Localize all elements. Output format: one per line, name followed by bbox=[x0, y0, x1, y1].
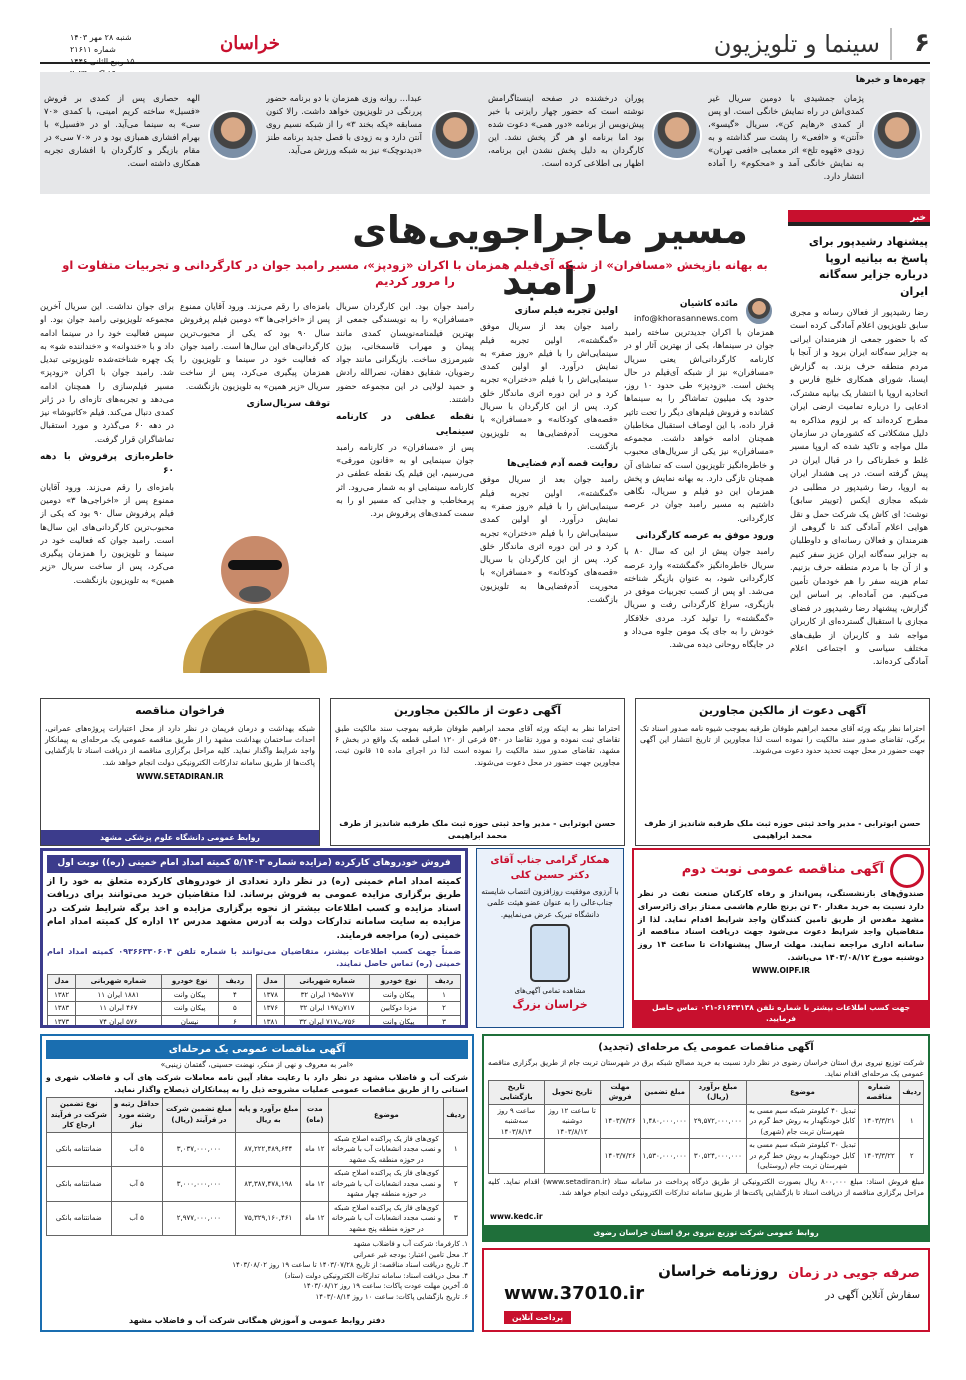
cell: ۴ bbox=[218, 988, 251, 1002]
cell: ۱۴۰۳/۷/۲۶ bbox=[600, 1139, 640, 1174]
auction-ad bbox=[40, 848, 468, 1028]
banner-newspaper: روزنامه خراسان bbox=[658, 1262, 778, 1280]
cell: ۵ آب bbox=[111, 1132, 162, 1167]
water-tender-ad bbox=[40, 1034, 474, 1332]
th: حداقل رتبه و رشته مورد نیاز bbox=[111, 1098, 162, 1133]
table-row bbox=[489, 1139, 924, 1174]
invitation-ad bbox=[635, 698, 930, 846]
cell: ضمانتنامه بانکی bbox=[47, 1201, 112, 1236]
cell: ۱۳۸۱ bbox=[257, 1015, 285, 1028]
article-text: رامبد جوان بعد از سریال موفق «گمگشته»، اولین تجربه فیلم سینمایی‌اش را با فیلم «روز صفر» به نمایش درآورد. او اولین کمدی سینمایی‌اش را با فیلم «دختران» تجربه کرد و در این دوره اثری ماندگار خلق کرد. پس از این کارگردان با سریال «قصه‌های کودکانه» و «مسافران» با محوریت آدم‌فضایی‌ها به تلویزیون بازگشت. bbox=[480, 474, 618, 604]
brief-item: عبدا... روانه وزی همزمان با دو برنامه حضور پررنگی در تلویزیون خواهد داشت. رالا کنون مسابقه «پکه بخند ۳» را از شبکه نسیم روی آنتن دارد و به زودی با فصل جدید برنامه طنز «دیدنوچک» نیز به شبکه ورزش می‌آید. bbox=[266, 93, 422, 156]
th: شماره مناقصه bbox=[859, 1080, 900, 1104]
cell: ۴۶۷ ایران ۱۱ bbox=[76, 1002, 161, 1016]
ad-title: آگهی دعوت از مالکین مجاورین bbox=[698, 704, 866, 717]
cell: کوی‌های فاز یک پراکنده اصلاح شبکه و نصب مجدد انشعابات آب با شیرخانه در حوزه منطقه یک مشهد bbox=[329, 1132, 444, 1167]
ad-title: آگهی مناقصات عمومی یک مرحله‌ای (تجدید) bbox=[598, 1042, 814, 1053]
cell: ۱۳۸۳ bbox=[48, 1002, 76, 1016]
ad-signature: حسن ابوترابی - مدیر واحد ثبتی حوزه ثبت ملک طرقبه شاندیز از طرف محمد ابراهیمی bbox=[339, 819, 616, 840]
ad-title: آگهی مناقصه عمومی نوبت دوم bbox=[681, 861, 884, 877]
ad-footer: روابط عمومی شرکت توزیع نیروی برق استان خراسان رضوی bbox=[484, 1225, 928, 1240]
cell: ۷۵,۳۲۹,۱۶۰,۴۶۱ bbox=[236, 1201, 301, 1236]
th: مبلغ برآورد و پایه به ریال bbox=[236, 1098, 301, 1133]
ad-title: فروش خودروهای کارکرده (مزایده شماره ۵/۱۴۰۳ کمیته امداد امام خمینی (ره)) نوبت اول bbox=[47, 855, 461, 873]
article-text: رامبد جوان پیش از این که سال ۸۰ با سریال خاطره‌انگیز «گمگشته» وارد عرصه کارگردانی شود، به عنوان بازیگر شناخته می‌شد. او پس از کسب تجربیات موفق در بازیگری، سراغ کارگردانی رفت و سریال «گمگشته» را تولید کرد. مردی خلافکار خودش را به جای یک مومن جلوه می‌داد و در جایگاه روحانی دیده می‌شد. bbox=[624, 546, 774, 650]
note-item: ۶. تاریخ بازگشایی پاکات: ساعت ۱۰ روز ۱۴۰۳/۰۸/۱۴ bbox=[315, 1292, 468, 1301]
newspaper-logo: خراسان bbox=[220, 33, 280, 54]
th: مدل bbox=[48, 975, 76, 989]
pay-online-button[interactable]: پرداخت آنلاین bbox=[504, 1311, 571, 1324]
cell: پیکان وانت bbox=[370, 1015, 428, 1028]
section-title: سینما و تلویزیون bbox=[714, 28, 892, 60]
note-item: ۲. محل تامین اعتبار: بودجه غیر عمرانی bbox=[353, 1250, 468, 1259]
article-subheading: روایت قصه آدم فضایی‌ها bbox=[507, 459, 618, 470]
ad-footer: روابط عمومی دانشگاه علوم پزشکی مشهد bbox=[41, 830, 319, 845]
article-column bbox=[40, 300, 174, 682]
ad-title: همکار گرامی جناب آقای دکتر حسین کلی bbox=[490, 855, 610, 881]
table-row bbox=[257, 1015, 461, 1028]
th: تاریخ تحویل bbox=[544, 1080, 600, 1104]
byline bbox=[624, 296, 774, 326]
th: ردیف bbox=[900, 1080, 924, 1104]
news-body: رضا رشیدپور از فعالان رسانه و مجری سابق تلویزیون اعلام آمادگی کرده است که با حضور جمعی از هنرمندان ایرانی به جزایر سه‌گانه ایران برود و از آنجا با مردم منطقه حرف بزند. به گزارش ایسنا، شورای همکاری خلیج فارس و اتحادیه اروپا با انتشار یک بیانیه مشترک، ادعایی را درباره تمامیت ارضی ایران مطرح کرده‌اند که بر لزوم مذاکره به دلیل مشکلاتی که کشورمان در سازمان ملل مواجه و تاکید شده که اروپا مسیر غلط و خطرناکی را در قبال ایران در پیش گرفته است. در پی هشدار ایران به اروپا، رضا رشیدپور در مطلبی در شبکه مجازی ایکس (توییتر سابق) نوشت: ای کاش یک شرکت حمل و نقل هوایی اعلام آمادگی کند تا گروهی از هنرمندان و فعالان رسانه‌ای و داوطلبان به جزایر سه‌گانه ایران عزیز سفر کنیم و از آن جا با مردم منطقه حرف بزنیم. تمام هزینه سفر را هم خودمان تأمین می‌کنیم. من آماده‌ام. بر اساس این گزارش، پیشنهاد رضا رشیدپور در فضای مجازی با استقبال گسترده‌ای از کاربران مواجه شد و کاربران از طیف‌های مختلف سیاسی و اجتماعی اعلام آمادگی کرده‌اند. bbox=[790, 307, 928, 667]
banner-headline: صرفه جویی در زمان bbox=[788, 1266, 920, 1281]
brief-item: پژمان جمشیدی با دومین سریال غیر کمدی‌اش در راه نمایش خانگی است. او پس از کمدی «رهایم کن»، سریال «گیسو»، «آنتن» و «افعی» را پشت سر گذاشته و به زودی «قهوه تلخ» اثر معمایی «افعی تهران» به نمایش خانگی آمد و «محکوم» را آماده انتشار دارد. bbox=[708, 93, 864, 182]
portrait-photo bbox=[872, 110, 922, 160]
cell: ۱۳۸۲ bbox=[48, 988, 76, 1002]
cell: ۱۴۰۳/۳/۲۲ bbox=[859, 1139, 900, 1174]
article-subheading: خاطره‌بازی پرفروش با دهه ۶۰ bbox=[40, 451, 174, 477]
th: مبلغ تضمین bbox=[640, 1080, 689, 1104]
note-item: ۵. آخرین مهلت عودت پاکات: ساعت ۱۹ روز ۱۴۰۳/۰۸/۱۲ bbox=[303, 1282, 468, 1291]
app-caption: مشاهده تمامی آگهی‌های bbox=[514, 987, 586, 996]
article-column bbox=[180, 300, 330, 490]
ad-title: آگهی مناقصات عمومی یک مرحله‌ای bbox=[46, 1040, 468, 1059]
cell: ۳۰,۵۲۴,۰۰۰,۰۰۰ bbox=[689, 1139, 746, 1174]
cell: ۳ bbox=[428, 1015, 461, 1028]
vehicle-table bbox=[256, 974, 461, 1028]
cell: کوی‌های فاز یک پراکنده اصلاح شبکه و نصب مجدد انشعابات آب با شیرخانه در حوزه منطقه پنج مشهد bbox=[329, 1201, 444, 1236]
cell: ۱ bbox=[900, 1104, 924, 1139]
cell: مزدا دوکابین bbox=[370, 1002, 428, 1016]
ad-body: مبلغ فروش اسناد: مبلغ ۸۰۰,۰۰۰ ریال بصورت الکترونیکی از طریق درگاه پرداخت در سامانه ستاد (www.setadiran.ir) اقدام نماید. کلیه مراحل برگزاری مناقصه از دریافت اسناد تا بازگشایی پاکت‌ها از طریق سامانه تدارکات الکترونیکی دولت انجام خواهد شد. bbox=[488, 1176, 924, 1197]
cell: نیسان bbox=[161, 1015, 218, 1028]
cell: ۱۳۷۶ bbox=[257, 1002, 285, 1016]
side-news bbox=[788, 210, 930, 680]
cell: ۱۴۰۳/۷/۲۶ bbox=[600, 1104, 640, 1139]
ad-body: صندوق‌های بازنشستگی، پس‌انداز و رفاه کارکنان صنعت نفت در نظر دارد نسبت به خرید مقدار ۳۰ تن برنج طارم هاشمی ممتاز برای زائرسرای مشهد مقدس از طریق تامین کنندگان واجد شرایط اقدام نماید. لذا از متقاضیان واجد شرایط دعوت می‌شود جهت دریافت اسناد مناقصه از سامانه اداری مراجعه نمایند. مهلت ارسال پیشنهادات تا ساعت ۱۴ روز دوشنبه مورخ ۱۴۰۳/۰۸/۱۲ می‌باشد. bbox=[638, 889, 925, 962]
cell: ۵ bbox=[218, 1002, 251, 1016]
article-text: پس از «مسافران» در کارنامه رامبد جوان سینمایی او به «قانون مورفی» می‌رسیم، این فیلم یک نقطه عطفی در کارنامه سینمایی او به شمار می‌رود. اثر پرمخاطب و جذابی که مسیر او را به سمت کمدی‌های پرفروش برد. bbox=[336, 441, 474, 519]
table-row bbox=[47, 1132, 468, 1167]
article-subheading: اولین تجربه فیلم سازی bbox=[514, 306, 618, 316]
article-text: بامزه‌ای را رقم می‌زند. ورود آقایان ممنوع پس از «اخراجی‌ها ۳» دومین فیلم پرفروش سال ۹۰ بود که یکی از محبوب‌ترین کارگردانی‌های این سال‌ها است. رامبد جوان که فعالیت خود در سینما و تلویزیون را همزمان پیگیری می‌کرد، پس از ساخت سریال «زیر همین» به تلویزیون بازنگشت. bbox=[40, 481, 174, 585]
cell: تبدیل ۴۰ کیلومتر شبکه سیم مسی به کابل خودنگهدار به روش خط گرم در شهرستان تربت جام (شهری) bbox=[746, 1104, 858, 1139]
table-row bbox=[47, 1201, 468, 1236]
author-name: مائده کاشیان bbox=[679, 299, 738, 310]
cell: ۱ bbox=[444, 1132, 468, 1167]
ad-body: شبکه بهداشت و درمان فریمان در نظر دارد از محل اعتبارات پروژه‌های عمرانی، احداث ساختمان بهداشت مشهد را از طریق مناقصه عمومی یک مرحله‌ای به پیمانکار واجد شرایط واگذار نماید. کلیه مراحل برگزاری مناقصه از دریافت اسناد تا بازگشایی پاکت‌ها از طریق سامانه تدارکات الکترونیکی دولت انجام خواهد شد. bbox=[45, 723, 315, 767]
vehicle-table bbox=[47, 974, 252, 1028]
hijri-date: ۱۵ ربیع الثانی ۱۴۴۶ bbox=[70, 57, 135, 66]
cell: ۵ آب bbox=[111, 1167, 162, 1202]
ad-website[interactable]: WWW.SETADIRAN.IR bbox=[136, 772, 224, 782]
cell: ۱۲ ماه bbox=[301, 1167, 329, 1202]
cell: ۲ bbox=[428, 1002, 461, 1016]
brief-news-bar bbox=[40, 72, 930, 194]
banner-website[interactable]: www.37010.ir bbox=[504, 1283, 645, 1304]
main-subtitle: به بهانه بازپخش «مسافران» از شبکه آی‌فیلم همزمان با اکران «زودپز»، مسیر رامبد جوان در کارگردانی و تجربیات متفاوت او را مرور کردیم bbox=[62, 258, 768, 288]
ad-signature: حسن ابوترابی - مدیر واحد ثبتی حوزه ثبت ملک طرقبه شاندیز از طرف محمد ابراهیمی bbox=[644, 819, 921, 840]
main-title: مسیر ماجراجویی‌های رامبد bbox=[352, 208, 748, 304]
ad-intro: شرکت توزیع نیروی برق استان خراسان رضوی در نظر دارد نسبت به خرید مصالح شبکه برق در شهرستان تربت جام از طریق برگزاری مناقصه عمومی یک مرحله‌ای اقدام نماید. bbox=[488, 1058, 924, 1078]
portrait-photo bbox=[208, 110, 258, 160]
table-row bbox=[48, 988, 252, 1002]
cell: ۶ bbox=[218, 1015, 251, 1028]
th: مبلغ برآورد (ریال) bbox=[689, 1080, 746, 1104]
rambod-javan-photo bbox=[180, 498, 330, 673]
article-text: رامبد جوان بود. این کارگردان سریال «مسافران» را به نویسندگی جمعی از بهترین فیلمنامه‌نویسان کمدی مانند پیمان و مهراب قاسمخانی، بیژن شیرمرزی ساخت. بازیگرانی مانند جواد رضویان، شقایق دهقان، نصرالله رادش و حمید لولایی در این مجموعه حضور داشتند. bbox=[336, 301, 474, 404]
power-tender-ad bbox=[482, 1034, 930, 1242]
cell: ۵ آب bbox=[111, 1201, 162, 1236]
th: موضوع bbox=[746, 1080, 858, 1104]
cell: پیکان وانت bbox=[161, 988, 218, 1002]
article-text: بامزه‌ای را رقم می‌زند. ورود آقایان ممنوع پس از «اخراجی‌ها ۳» دومین فیلم پرفروش سال ۹۰ بود که یکی از محبوب‌ترین کارگردانی‌های این سال‌ها است. رامبد جوان که فعالیت خود در سینما و تلویزیون را همزمان پیگیری می‌کرد، پس از ساخت سریال «زیر همین» به تلویزیون بازنگشت. bbox=[180, 301, 330, 391]
page-header bbox=[40, 20, 930, 64]
note-item: ۴. محل دریافت اسناد: سامانه تدارکات الکترونیکی دولت (ستاد) bbox=[284, 1271, 468, 1280]
cell: ۱۲ ماه bbox=[301, 1132, 329, 1167]
cell: تا ساعت ۱۲ روز دوشنبه ۱۴۰۳/۸/۱۲ bbox=[544, 1104, 600, 1139]
cell: پیکان وانت bbox=[161, 1002, 218, 1016]
article-text: همزمان با اکران جدیدترین ساخته رامبد جوان در سینماها، یکی از بهترین آثار او در کارنامه کارگردانی‌اش یعنی سریال «مسافران» نیز از شبکه آی‌فیلم در حال پخش است. «زودپز» طی حدود ۱۰ روز، حدود یک میلیون تماشاگر را به سینماها کشانده و فروش فیلم‌های دیگر را تحت تاثیر قرار داده، با این اوصاف استقبال مخاطبان همچنان ادامه خواهد داشت. مجموعه «مسافران» نیز یکی از سریال‌های محبوب و خاطره‌انگیز تلویزیون است که تماشای آن همچنان تازگی دارد. به بهانه نمایش و پخش همزمان این دو فیلم و سریال، نگاهی داشتیم به مسیر رامبد جوان در عرصه کارگردانی. bbox=[624, 327, 774, 523]
tender-table bbox=[488, 1080, 924, 1174]
th: نوع خودرو bbox=[161, 975, 218, 989]
cell: ۳,۰۰۰,۰۰۰,۰۰۰ bbox=[162, 1167, 236, 1202]
th: مدت (ماه) bbox=[301, 1098, 329, 1133]
portrait-photo bbox=[652, 110, 702, 160]
th: ردیف bbox=[444, 1098, 468, 1133]
note-item: ۳. تاریخ دریافت اسناد مناقصه: از تاریخ ۱۴۰۳/۰۷/۲۸ تا ساعت ۱۹ روز ۱۴۰۳/۰۸/۰۲ bbox=[232, 1261, 468, 1270]
table-row bbox=[47, 1167, 468, 1202]
cell: ۲ bbox=[900, 1139, 924, 1174]
ad-body: احتراما نظر به اینکه ورثه آقای محمد ابراهیم طوفان طرقبه بموجب سند مالکیت طبق تقاضای ثبت نموده و مورد تقاضا در ۵۴۰ فرعی از ۱۲۰ اصلی قطعه یک واقع در بخش ۶ مشهد، تقاضای صدور سند مالکیت را نموده است لذا در اجرای ماده ۱۵ قانون ثبت، مجاورین جهت حضور در محل دعوت می‌شوند. bbox=[335, 723, 620, 767]
article-text: برای جوان نداشت. این سریال آخرین مجموعه تلویزیونی رامبد جوان بود. او سپس فعالیت خود را در سینما ادامه داد و با «خندوانه» و «خنداننده شو» به یک چهره شناخته‌شده تلویزیونی تبدیل شد. رامبد جوان با اکران «زودپز» مسیر فیلم‌سازی را همچنان ادامه می‌دهد و تجربه‌های تازه‌ای را در ژانر کمدی دنبال می‌کند. فیلم «کاتیوشا» نیز در دهه ۶۰ می‌گذرد و مورد استقبال تماشاگران قرار گرفت. bbox=[40, 301, 174, 444]
cell: ضمانتنامه بانکی bbox=[47, 1167, 112, 1202]
oil-fund-tender-ad bbox=[632, 848, 930, 1028]
cell: ۷۱۷ه۱۹۵ ایران ۳۲ bbox=[285, 988, 370, 1002]
ad-title: فراخوان مناقصه bbox=[135, 704, 225, 717]
cell: ۱,۵۳۰,۰۰۰,۰۰۰ bbox=[640, 1139, 689, 1174]
brief-item: پوران درخشنده در صفحه اینستاگرامش نوشته است که حضور چهار رایزنی با خبر پیش‌نویس از برنامه «دور همی» دعوت شده بود اما برنامه او هر گز پخش نشد. این کارگردان به دلیل پخش نشدن این برنامه، اظهار بی اطلاعی کرده است. bbox=[488, 93, 644, 169]
ad-body: احتراما نظر بیکه ورثه آقای محمد ابراهیم طوفان طرقبه بموجب شیوه نامه صدور اسناد تک برگی، تقاضای صدور سند مالکیت را نموده است لذا مجاورین از تاریخ انتشار این آگهی جهت حضور در محل جهت تحدید حدود دعوت می‌شوند. bbox=[640, 723, 925, 756]
oil-logo-icon bbox=[890, 854, 924, 888]
cell: ساعت ۹ روز سه‌شنبه ۱۴۰۳/۸/۱۴ bbox=[489, 1104, 545, 1139]
news-headline: پیشنهاد رشیدپور برای پاسخ به بیانیه اروپا درباره جزایر سه‌گانه ایران bbox=[808, 235, 928, 298]
cell: ۱۲ ماه bbox=[301, 1201, 329, 1236]
author-photo bbox=[744, 296, 774, 326]
cell: تبدیل ۳۰ کیلومتر شبکه سیم مسی به کابل خودنگهدار به روش خط گرم در شهرستان تربت جام (روستایی) bbox=[746, 1139, 858, 1174]
cell: ۱۴۰۳/۳/۲۱ bbox=[859, 1104, 900, 1139]
th: نوع خودرو bbox=[370, 975, 428, 989]
cell bbox=[544, 1139, 600, 1174]
cell bbox=[489, 1139, 545, 1174]
phone-icon bbox=[530, 924, 570, 982]
cell: ۲,۹۷۷,۰۰۰,۰۰۰ bbox=[162, 1201, 236, 1236]
th: تاریخ بازگشایی bbox=[489, 1080, 545, 1104]
th: مهلت فروش bbox=[600, 1080, 640, 1104]
table-row bbox=[48, 1015, 252, 1028]
th: شماره شهربانی bbox=[76, 975, 161, 989]
th: مبلغ تضمین شرکت در فرآیند (ریال) bbox=[162, 1098, 236, 1133]
cell: ۳,۰۳۷,۰۰۰,۰۰۰ bbox=[162, 1132, 236, 1167]
cell: ۱۸۸۱ ایران ۱۱ bbox=[76, 988, 161, 1002]
ad-motto: «امر به معروف و نهی از منکر، نهضت حسینی، گفتمان زینبی» bbox=[160, 1060, 354, 1069]
cell: ۱۳۷۸ bbox=[257, 988, 285, 1002]
cell: ۲۹,۵۷۲,۰۰۰,۰۰۰ bbox=[689, 1104, 746, 1139]
banner-subline: سفارش آنلاین آگهی در bbox=[825, 1290, 920, 1301]
article-subheading: ورود موفق به عرصه کارگردانی bbox=[635, 530, 774, 541]
cell: ۱ bbox=[428, 988, 461, 1002]
cell: ۸۳,۳۸۷,۴۷۸,۱۹۸ bbox=[236, 1167, 301, 1202]
th: شماره شهربانی bbox=[285, 975, 370, 989]
cell: ۷۱۷ن۱۹۷ ایران ۳۲ bbox=[285, 1002, 370, 1016]
cell: ۷۵۶ب۷۱۷ ایران ۳۲ bbox=[285, 1015, 370, 1028]
table-row bbox=[257, 1002, 461, 1016]
th: ردیف bbox=[218, 975, 251, 989]
date-line: شنبه ۲۸ مهر ۱۴۰۳ bbox=[70, 33, 132, 42]
cell: ۲ bbox=[444, 1167, 468, 1202]
table-row bbox=[48, 1002, 252, 1016]
cell: ضمانتنامه بانکی bbox=[47, 1132, 112, 1167]
ad-footer: دفتر روابط عمومی و آموزش همگانی شرکت آب و فاضلاب مشهد bbox=[128, 1316, 385, 1325]
table-row bbox=[489, 1104, 924, 1139]
invitation-ad bbox=[330, 698, 625, 846]
portrait-photo bbox=[430, 110, 480, 160]
ad-body: با آرزوی موفقیت روزافزون انتصاب شایسته جناب‌عالی را به عنوان عضو هیئت علمی دانشگاه تبریک عرض می‌نماییم. bbox=[481, 887, 619, 919]
ad-body: کمیته امداد امام خمینی (ره) در نظر دارد تعدادی از خودروهای کارکرده متعلق به خود را از طریق برگزاری مزایده عمومی به فروش برساند. لذا متقاضیان خرید می‌توانند برای دریافت اسناد مزایده و کسب اطلاعات بیشتر از نحوه برگزاری مزایده و اخذ برگه شرایط شرکت در مزایده به سایت سامانه تدارکات دولت به آدرس مشهد مدرس ۱۲ اداره کل کمیته امداد امام خمینی (ره) مراجعه فرمایند. bbox=[47, 876, 461, 941]
brief-title: چهره‌ها و خبرها bbox=[855, 75, 926, 85]
article-text: رامبد جوان بعد از سریال موفق «گمگشته»، اولین تجربه فیلم سینمایی‌اش را با فیلم «روز صفر» به نمایش درآورد. او اولین کمدی سینمایی‌اش را با فیلم «دختران» تجربه کرد و در این دوره اثری ماندگار خلق کرد. پس از این کارگردان با سریال «قصه‌های کودکانه» و «مسافران» با محوریت آدم‌فضایی‌ها به تلویزیون بازگشت. bbox=[480, 321, 618, 451]
cell: ۵۷۶ ایران ۷۴ bbox=[76, 1015, 161, 1028]
ad-footer: جهت کسب اطلاعات بیشتر با شماره تلفن ۶۱۶۳۳۱۳۸-۰۲۱ تماس حاصل فرمایید. bbox=[634, 1000, 928, 1027]
cell: ۱۳۷۳ bbox=[48, 1015, 76, 1028]
article-column bbox=[336, 300, 474, 682]
cell: کوی‌های فاز یک پراکنده اصلاح شبکه و نصب مجدد انشعابات آب با شیرخانه در حوزه منطقه چهار مشهد bbox=[329, 1167, 444, 1202]
tender-ad bbox=[40, 698, 320, 846]
article-column bbox=[624, 296, 774, 678]
cell: ۱,۴۸۰,۰۰۰,۰۰۰ bbox=[640, 1104, 689, 1139]
issue-line: شماره ۲۱۶۱۱ bbox=[70, 45, 116, 54]
th: موضوع bbox=[329, 1098, 444, 1133]
ad-website[interactable]: WWW.OIPF.IR bbox=[752, 965, 810, 975]
th: ردیف bbox=[428, 975, 461, 989]
th: مدل bbox=[257, 975, 285, 989]
author-email: info@khorasannews.com bbox=[634, 312, 738, 323]
cell: ۸۷,۲۲۲,۴۸۹,۶۴۴ bbox=[236, 1132, 301, 1167]
article-subheading: توقف سریال‌سازی bbox=[246, 398, 330, 409]
ad-website[interactable]: www.kedc.ir bbox=[490, 1211, 543, 1221]
table-row bbox=[257, 988, 461, 1002]
app-name: خراسان بزرگ bbox=[512, 997, 588, 1011]
tender-table bbox=[46, 1097, 468, 1236]
cell: ۳ bbox=[444, 1201, 468, 1236]
article-subheading: نقطه عطفی در کارنامه سینمایی bbox=[336, 412, 474, 437]
ad-body: شرکت آب و فاضلاب مشهد در نظر دارد با رعایت مفاد آیین نامه معاملات شرکت های آب و فاضلاب شهری و استانی را از طریق مناقصات عمومی عملیات مشروحه ذیل را به پیمانکاران ذیصلاح واگذار نماید. bbox=[46, 1073, 468, 1094]
ad-note: ضمناً جهت کسب اطلاعات بیشتر، متقاضیان می‌توانند با شماره تلفن ۰۹۳۶۶۳۳۰۶۰۴ کمیته امداد امام خمینی (ره) تماس حاصل نمایند. bbox=[47, 947, 461, 968]
article-column bbox=[480, 300, 618, 682]
ad-title: آگهی دعوت از مالکین مجاورین bbox=[393, 704, 561, 717]
th: نوع تضمین شرکت در فرآیند ارجاع کار bbox=[47, 1098, 112, 1133]
online-order-banner[interactable] bbox=[482, 1248, 930, 1332]
news-tag: خبر bbox=[788, 210, 930, 226]
brief-item: الهه حصاری پس از کمدی بر فروش «فسیل» ساخته کریم امینی، با کمدی «۷۰ سی» به سینما می‌آید. او در «فسیل» با بهرام افشاری همبازی بود و در «۷۰ سی» در مقام بازیگر و کارگردان با افشاری تجربه همکاری داشته است. bbox=[44, 93, 200, 169]
page-number: ۶ bbox=[914, 28, 930, 58]
cell: پیکان وانت bbox=[370, 988, 428, 1002]
note-item: ۱. کارفرما: شرکت آب و فاضلاب مشهد bbox=[353, 1240, 468, 1249]
congrats-ad bbox=[476, 848, 624, 1028]
tender-notes bbox=[46, 1239, 468, 1302]
